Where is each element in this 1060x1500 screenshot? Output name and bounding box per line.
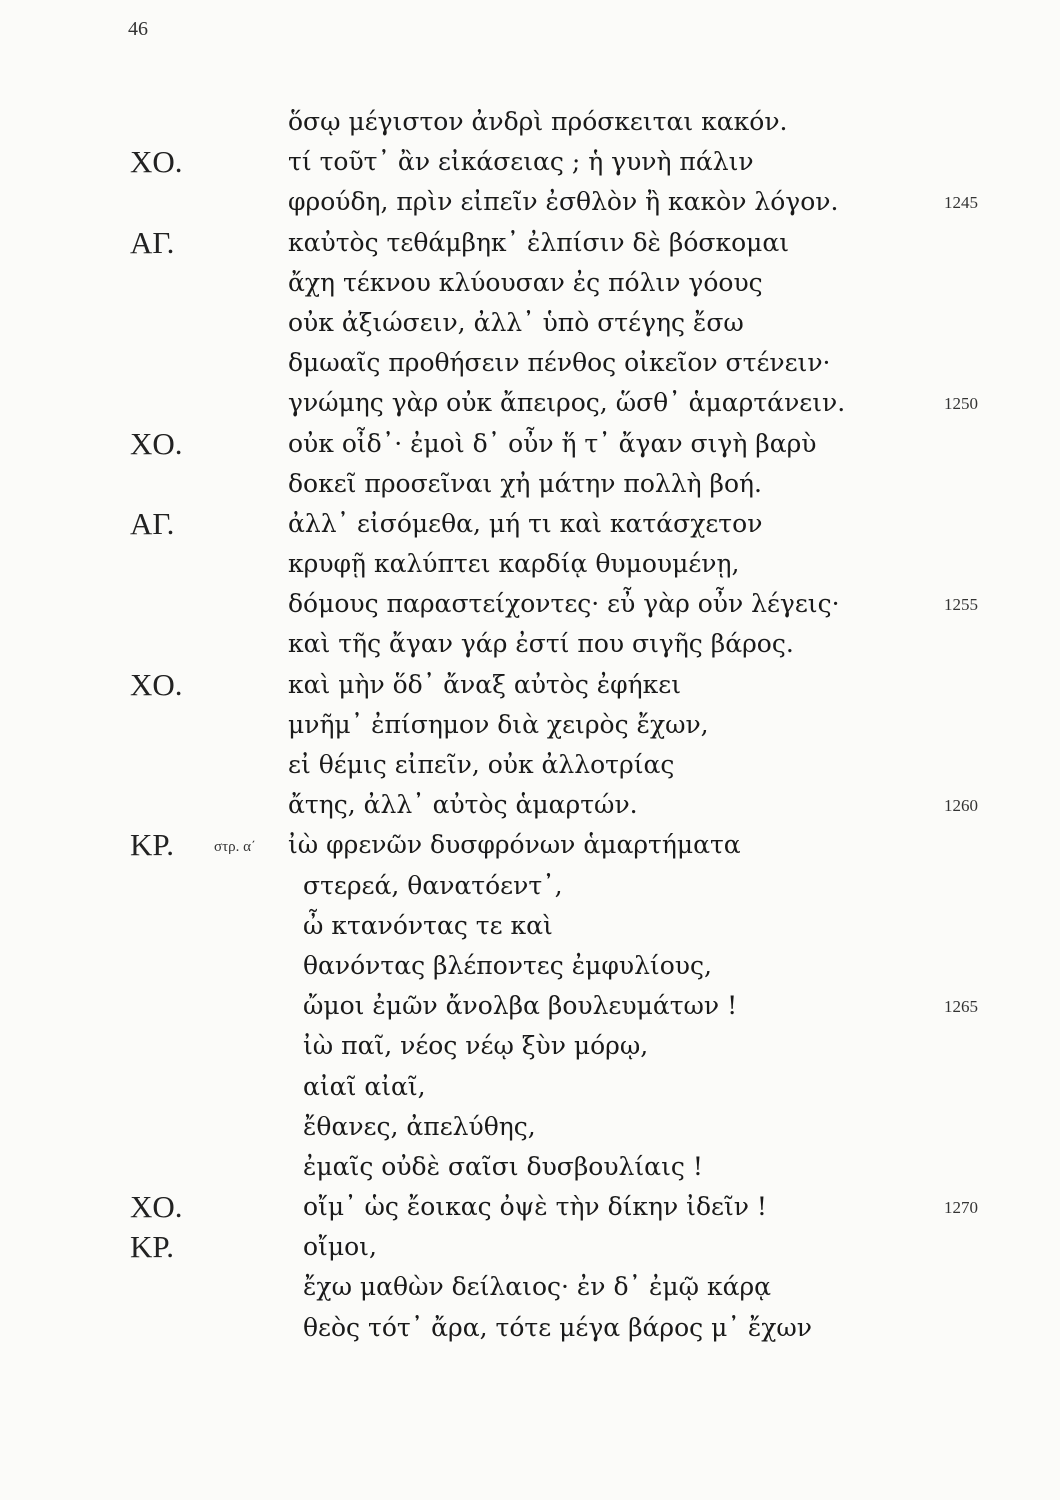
verse-line [0,584,1060,624]
verse-line [0,946,1060,986]
verse-text: ἰὼ παῖ, νέος νέῳ ξὺν μόρῳ, [303,1031,649,1061]
verse-text: μνῆμ᾽ ἐπίσημον διὰ χειρὸς ἔχων, [288,709,709,739]
verse-text: οἴμ᾽ ὡς ἔοικας ὀψὲ τὴν δίκην ἰδεῖν ! [303,1192,767,1222]
verse-line [0,303,1060,343]
verse-text: καὶ μὴν ὅδ᾽ ἄναξ αὐτὸς ἐφήκει [288,669,682,699]
line-number: 1270 [944,1198,978,1218]
verse-text: εἰ θέμις εἰπεῖν, οὐκ ἀλλοτρίας [288,750,675,779]
verse-line [0,263,1060,303]
verse-text: θεὸς τότ᾽ ἄρα, τότε μέγα βάρος μ᾽ ἔχων [303,1312,812,1342]
verse-line [0,825,1060,865]
speaker-label: ΧΟ. [130,1189,183,1225]
verse-line [0,665,1060,705]
verse-line [0,343,1060,383]
verse-text: φρούδη, πρὶν εἰπεῖν ἐσθλὸν ἢ κακὸν λόγον. [288,187,839,217]
verse-text: θανόντας βλέποντες ἐμφυλίους, [303,950,712,980]
verse-text: δόμους παραστείχοντες· εὖ γὰρ οὖν λέγεις· [288,589,840,619]
verse-text: ἰὼ φρενῶν δυσφρόνων ἁμαρτήματα [288,830,741,860]
verse-line [0,182,1060,222]
line-number: 1245 [944,193,978,213]
verse-text: ἔθανες, ἀπελύθης, [303,1111,536,1141]
verse-text: ἀλλ᾽ εἰσόμεθα, μή τι καὶ κατάσχετον [288,508,763,538]
speaker-label: ΧΟ. [130,425,183,461]
line-number: 1250 [944,394,978,414]
verse-line [0,1067,1060,1107]
verse-text: ἔχω μαθὼν δείλαιος· ἐν δ᾽ ἐμῷ κάρᾳ [303,1272,772,1302]
verse-text: οὐκ οἶδ᾽· ἐμοὶ δ᾽ οὖν ἥ τ᾽ ἄγαν σιγὴ βαρὺ [288,428,817,458]
verse-line [0,1147,1060,1187]
verse-text: ὅσῳ μέγιστον ἀνδρὶ πρόσκειται κακόν. [288,107,788,136]
verse-line [0,906,1060,946]
verse-line [0,866,1060,906]
speaker-label: ΚΡ. [130,827,174,863]
verse-line [0,1107,1060,1147]
strophe-marker: στρ. α΄ [214,839,256,856]
speaker-label: ΧΟ. [130,666,183,702]
verse-text: ἄτης, ἀλλ᾽ αὐτὸς ἁμαρτών. [288,790,638,820]
verse-text: ἄχη τέκνου κλύουσαν ἐς πόλιν γόους [288,267,763,297]
verse-line [0,544,1060,584]
line-number: 1260 [944,796,978,816]
verse-line [0,624,1060,664]
line-number: 1255 [944,595,978,615]
verse-line [0,504,1060,544]
verse-text: δοκεῖ προσεῖναι χἠ μάτην πολλὴ βοή. [288,468,762,498]
verse-line [0,1308,1060,1348]
verse-line [0,1267,1060,1307]
verse-line [0,986,1060,1026]
verse-line [0,464,1060,504]
verse-line [0,705,1060,745]
verse-line [0,223,1060,263]
verse-text: οἴμοι, [303,1232,377,1262]
verse-block [0,102,1060,1348]
verse-text: γνώμης γὰρ οὐκ ἄπειρος, ὥσθ᾽ ἁμαρτάνειν. [288,388,846,418]
verse-line [0,424,1060,464]
speaker-label: ΑΓ. [130,505,175,541]
verse-text: καὶ τῆς ἄγαν γάρ ἐστί που σιγῆς βάρος. [288,629,794,659]
verse-text: ὤμοι ἐμῶν ἄνολβα βουλευμάτων ! [303,991,738,1021]
verse-line [0,142,1060,182]
verse-line [0,102,1060,142]
verse-line [0,745,1060,785]
verse-line [0,785,1060,825]
verse-text: αἰαῖ αἰαῖ, [303,1071,426,1101]
verse-text: καὐτὸς τεθάμβηκ᾽ ἐλπίσιν δὲ βόσκομαι [288,227,790,257]
page-number: 46 [128,18,148,40]
verse-line [0,1227,1060,1267]
verse-line [0,383,1060,423]
verse-text: στερεά, θανατόεντ᾽, [303,870,563,900]
speaker-label: ΑΓ. [130,224,175,260]
verse-text: τί τοῦτ᾽ ἂν εἰκάσειας ; ἡ γυνὴ πάλιν [288,147,754,177]
speaker-label: ΧΟ. [130,144,183,180]
verse-line [0,1187,1060,1227]
line-number: 1265 [944,997,978,1017]
verse-text: οὐκ ἀξιώσειν, ἀλλ᾽ ὑπὸ στέγης ἔσω [288,307,744,337]
verse-text: κρυφῇ καλύπτει καρδίᾳ θυμουμένῃ, [288,549,740,579]
verse-text: ὦ κτανόντας τε καὶ [303,910,553,940]
verse-text: δμωαῖς προθήσειν πένθος οἰκεῖον στένειν· [288,348,831,378]
verse-line [0,1026,1060,1066]
speaker-label: ΚΡ. [130,1229,174,1265]
verse-text: ἐμαῖς οὐδὲ σαῖσι δυσβουλίαις ! [303,1151,703,1181]
